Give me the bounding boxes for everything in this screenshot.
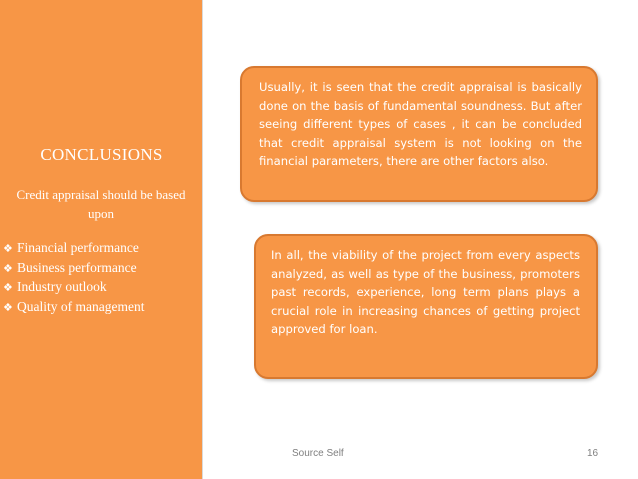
- diamond-bullet-icon: ❖: [3, 243, 13, 255]
- list-item-label: Quality of management: [17, 298, 145, 314]
- text-box-fundamental-soundness: [240, 66, 598, 202]
- box-text: In all, the viability of the project from every aspects analyzed, as well as type of the business, promoters past records, experience, long term plans plays a crucial role in increasing chances of getting project approved for loan.: [271, 248, 580, 337]
- list-item: [3, 259, 144, 279]
- list-item: [3, 239, 144, 259]
- sidebar-panel: [0, 0, 203, 479]
- list-item: [3, 278, 144, 298]
- text-box-project-viability: [254, 234, 598, 379]
- criteria-list: [3, 239, 144, 317]
- list-item-label: Industry outlook: [17, 279, 107, 294]
- slide-title: CONCLUSIONS: [40, 145, 163, 164]
- box-text: Usually, it is seen that the credit appraisal is basically done on the basis of fundamental soundness. But after seeing different types of cases , it can be concluded that credit appraisal system is not looking on the financial parameters, there are other factors also.: [259, 80, 582, 169]
- diamond-bullet-icon: ❖: [3, 282, 13, 294]
- sidebar-subtitle: Credit appraisal should be based upon: [16, 187, 186, 221]
- diamond-bullet-icon: ❖: [3, 301, 13, 314]
- footer-source: Source Self: [292, 448, 344, 459]
- list-item: [3, 298, 144, 318]
- list-item-label: Business performance: [17, 259, 137, 275]
- diamond-bullet-icon: ❖: [3, 262, 13, 275]
- page-number: 16: [587, 448, 599, 459]
- list-item-label: Financial performance: [17, 240, 139, 255]
